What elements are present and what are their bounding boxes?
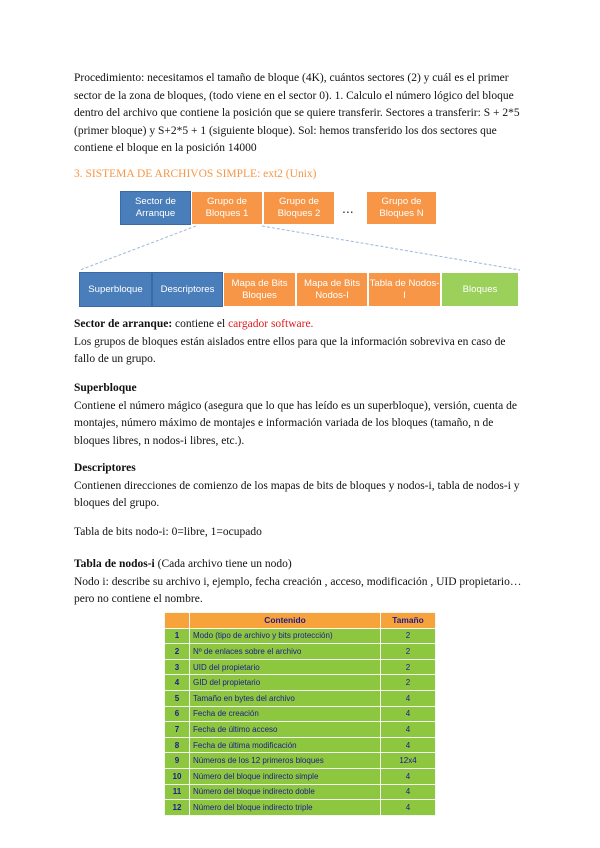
header-index: [165, 613, 190, 629]
tabla-nodos-text: Nodo i: describe su archivo i, ejemplo, fecha creación , acceso, modificación , UID propietario… pero no contiene el nombre.: [74, 575, 522, 606]
diagram-ellipsis: ...: [342, 200, 354, 216]
row-index: 2: [165, 644, 190, 660]
row-tamano: 2: [381, 675, 436, 691]
inode-table-body: [165, 628, 436, 815]
grupos-aislados-text: Los grupos de bloques están aislados entre ellos para que la información sobreviva en caso de fallo de un grupo.: [74, 335, 506, 366]
box-mapa-bits-nodos: Mapa de Bits Nodos-I: [296, 272, 368, 307]
sector-arranque-heading: Sector de arranque:: [74, 318, 173, 330]
row-tamano: 4: [381, 690, 436, 706]
table-row: [165, 690, 436, 706]
row-index: 5: [165, 690, 190, 706]
row-index: 7: [165, 722, 190, 738]
inode-table-header: [165, 613, 436, 629]
row-contenido: Nº de enlaces sobre el archivo: [190, 644, 381, 660]
box-sector-arranque: Sector de Arranque: [120, 191, 191, 225]
table-row: [165, 628, 436, 644]
box-bloques: Bloques: [441, 272, 519, 307]
row-tamano: 4: [381, 722, 436, 738]
row-tamano: 4: [381, 737, 436, 753]
row-index: 4: [165, 675, 190, 691]
row-tamano: 4: [381, 768, 436, 784]
table-row: [165, 722, 436, 738]
tabla-nodos-heading-suffix: (Cada archivo tiene un nodo): [154, 558, 292, 570]
descriptores-text: Contienen direcciones de comienzo de los mapas de bits de bloques y nodos-i, tabla de nodos-i y bloques del grupo.: [74, 479, 520, 510]
box-grupo-bloques-n: Grupo de Bloques N: [366, 191, 437, 225]
box-grupo-bloques-2: Grupo de Bloques 2: [263, 191, 335, 225]
superbloque-heading: Superbloque: [74, 382, 137, 394]
superbloque-section: [74, 380, 526, 450]
row-contenido: UID del propietario: [190, 659, 381, 675]
row-tamano: 4: [381, 800, 436, 816]
row-contenido: Número del bloque indirecto simple: [190, 768, 381, 784]
intro-paragraph: Procedimiento: necesitamos el tamaño de bloque (4K), cuántos sectores (2) y cuál es el primer sector de la zona de bloques, (todo viene en el sector 0). 1. Calculo el número lógico del bloque dentro del archivo que contiene la posición que se quiere transferir. Sectores a transferir: S + 2*5 (primer bloque) y S+2*5 + 1 (siguiente bloque). Sol: hemos transferido los dos sectores que contiene el bloque en la posición 14000: [74, 72, 520, 155]
sector-arranque-text: contiene el: [172, 318, 229, 330]
tabla-nodos-section: [74, 556, 526, 609]
box-grupo-bloques-1: Grupo de Bloques 1: [191, 191, 263, 225]
tabla-nodos-heading: Tabla de nodos-i: [74, 558, 155, 570]
row-contenido: Fecha de última modificación: [190, 737, 381, 753]
table-row: [165, 675, 436, 691]
row-index: 8: [165, 737, 190, 753]
row-contenido: Número del bloque indirecto doble: [190, 784, 381, 800]
descriptores-heading: Descriptores: [74, 462, 136, 474]
row-tamano: 2: [381, 628, 436, 644]
row-contenido: GID del propietario: [190, 675, 381, 691]
cargador-software-highlight: cargador software.: [228, 318, 314, 330]
row-tamano: 12x4: [381, 753, 436, 769]
row-tamano: 4: [381, 706, 436, 722]
row-contenido: Fecha de último acceso: [190, 722, 381, 738]
table-row: [165, 644, 436, 660]
row-contenido: Tamaño en bytes del archivo: [190, 690, 381, 706]
box-descriptores: Descriptores: [152, 272, 223, 307]
row-index: 11: [165, 784, 190, 800]
header-tamano: Tamaño: [381, 613, 436, 629]
table-row: [165, 737, 436, 753]
box-tabla-nodos: Tabla de Nodos-I: [368, 272, 441, 307]
box-superbloque: Superbloque: [79, 272, 152, 307]
tabla-bits-note: Tabla de bits nodo-i: 0=libre, 1=ocupado: [74, 526, 262, 538]
box-mapa-bits-bloques: Mapa de Bits Bloques: [223, 272, 296, 307]
header-contenido: Contenido: [190, 613, 381, 629]
row-index: 10: [165, 768, 190, 784]
table-row: [165, 768, 436, 784]
sector-arranque-section: [74, 316, 526, 369]
row-index: 3: [165, 659, 190, 675]
row-tamano: 2: [381, 644, 436, 660]
table-row: [165, 659, 436, 675]
row-index: 1: [165, 628, 190, 644]
row-index: 6: [165, 706, 190, 722]
section-title: 3. SISTEMA DE ARCHIVOS SIMPLE: ext2 (Unix): [74, 168, 317, 180]
superbloque-text: Contiene el número mágico (asegura que lo que has leído es un superbloque), versión, cuenta de montajes, número máximo de montajes e información variada de los bloques (tamaño, n de bloques libres, n nodos-i libres, etc.).: [74, 399, 517, 447]
row-contenido: Número del bloque indirecto triple: [190, 800, 381, 816]
row-contenido: Modo (tipo de archivo y bits protección): [190, 628, 381, 644]
row-tamano: 2: [381, 659, 436, 675]
row-tamano: 4: [381, 784, 436, 800]
row-index: 12: [165, 800, 190, 816]
row-contenido: Números de los 12 primeros bloques: [190, 753, 381, 769]
inode-table: [164, 612, 436, 816]
table-row: [165, 784, 436, 800]
table-row: [165, 753, 436, 769]
descriptores-section: [74, 460, 526, 513]
table-row: [165, 706, 436, 722]
row-index: 9: [165, 753, 190, 769]
table-row: [165, 800, 436, 816]
row-contenido: Fecha de creación: [190, 706, 381, 722]
